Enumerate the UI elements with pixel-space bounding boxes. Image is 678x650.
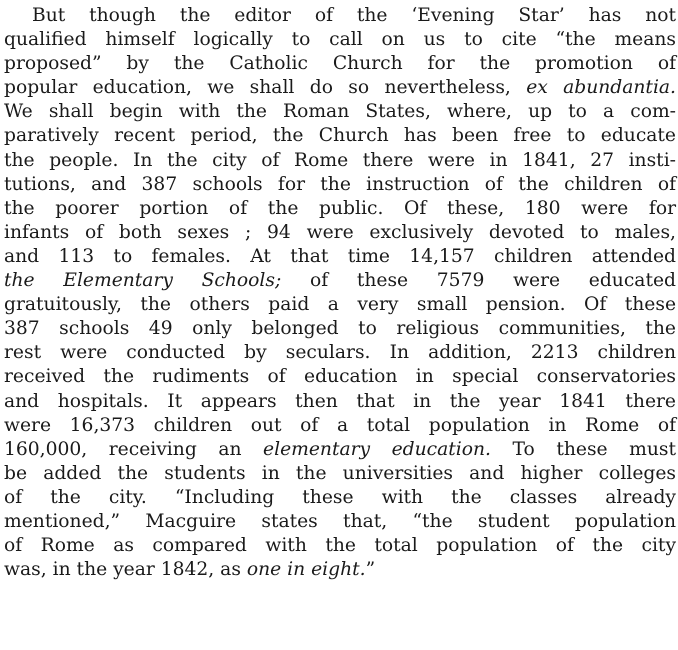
text-line bbox=[4, 52, 676, 76]
text-run: the poorer portion of the public. Of these, 180 were for bbox=[4, 197, 676, 219]
text-line bbox=[4, 534, 676, 558]
text-line bbox=[4, 365, 676, 389]
text-run: infants of both sexes ; 94 were exclusively devoted to males, bbox=[4, 221, 676, 243]
text-run: qualified himself logically to call on us to cite “the means bbox=[4, 29, 676, 51]
text-line bbox=[4, 173, 676, 197]
text-run: popular education, we shall do so nevertheless, bbox=[4, 77, 527, 99]
italic-text-run: ex abundantia. bbox=[526, 77, 676, 99]
text-line bbox=[4, 414, 676, 438]
italic-text-run: the Elementary Schools; bbox=[4, 270, 282, 292]
text-run: mentioned,” Macguire states that, “the student population bbox=[4, 510, 676, 532]
text-run: proposed” by the Catholic Church for the promotion of bbox=[4, 53, 676, 75]
text-line bbox=[4, 317, 676, 341]
text-line bbox=[4, 293, 676, 317]
text-run: 387 schools 49 only belonged to religious communities, the bbox=[4, 318, 676, 340]
text-run: 160,000, receiving an bbox=[4, 438, 264, 460]
text-line bbox=[4, 124, 676, 148]
text-run: of the city. “Including these with the classes already bbox=[4, 486, 676, 508]
text-line bbox=[4, 341, 676, 365]
text-run: gratuitously, the others paid a very small pension. Of these bbox=[4, 294, 676, 316]
text-line bbox=[4, 28, 676, 52]
body-paragraph bbox=[4, 4, 676, 582]
text-run: be added the students in the universities and higher colleges bbox=[4, 462, 676, 484]
text-run: To these must bbox=[491, 438, 676, 460]
text-run: and 113 to females. At that time 14,157 children attended bbox=[4, 245, 676, 267]
text-line bbox=[4, 197, 676, 221]
italic-text-run: one in eight. bbox=[246, 559, 366, 581]
text-run: paratively recent period, the Church has been free to educate bbox=[4, 125, 676, 147]
text-run: ” bbox=[365, 559, 376, 581]
text-run: We shall begin with the Roman States, where, up to a com- bbox=[4, 101, 676, 123]
text-line bbox=[4, 269, 676, 293]
text-run: and hospitals. It appears then that in the year 1841 there bbox=[4, 390, 676, 412]
text-line bbox=[4, 4, 676, 28]
text-line bbox=[4, 100, 676, 124]
text-line bbox=[4, 390, 676, 414]
text-line bbox=[4, 76, 676, 100]
text-line bbox=[4, 510, 676, 534]
text-run: the people. In the city of Rome there were in 1841, 27 insti- bbox=[4, 149, 676, 171]
text-run: But though the editor of the ‘Evening Star’ has not bbox=[32, 5, 676, 26]
text-line bbox=[4, 558, 676, 582]
text-run: received the rudiments of education in special conservatories bbox=[4, 366, 676, 388]
text-run: was, in the year 1842, as bbox=[4, 559, 247, 581]
text-line bbox=[4, 438, 676, 462]
text-run: rest were conducted by seculars. In addition, 2213 children bbox=[4, 342, 676, 364]
text-line bbox=[4, 245, 676, 269]
text-line bbox=[4, 149, 676, 173]
text-run: of Rome as compared with the total population of the city bbox=[4, 535, 676, 557]
italic-text-run: elementary education. bbox=[263, 438, 491, 460]
text-line bbox=[4, 462, 676, 486]
text-line bbox=[4, 221, 676, 245]
text-run: of these 7579 were educated bbox=[281, 270, 676, 292]
text-run: tutions, and 387 schools for the instruction of the children of bbox=[4, 173, 676, 195]
text-run: were 16,373 children out of a total population in Rome of bbox=[4, 414, 676, 436]
text-line bbox=[4, 486, 676, 510]
